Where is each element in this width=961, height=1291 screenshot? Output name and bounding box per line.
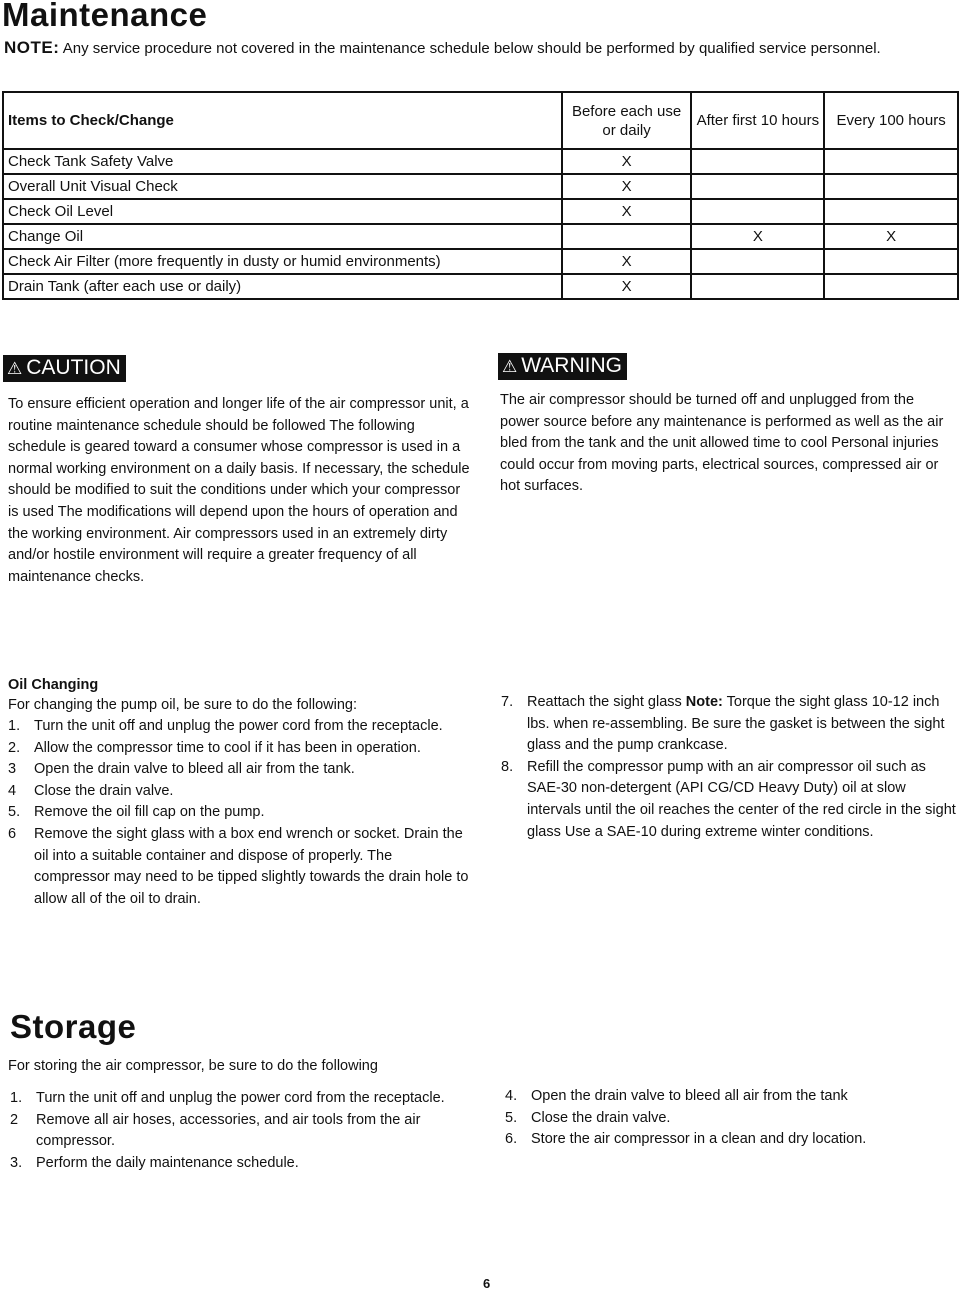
maintenance-title: Maintenance [2, 0, 208, 33]
row-first-10: X [691, 224, 824, 249]
row-every-100 [824, 199, 958, 224]
storage-title: Storage [10, 1008, 137, 1045]
note-text: Any service procedure not covered in the maintenance schedule below should be performed by qualified service personnel. [62, 40, 881, 57]
row-daily: X [562, 149, 692, 174]
row-item: Check Oil Level [3, 199, 562, 224]
table-row [3, 149, 958, 174]
row-first-10 [691, 149, 824, 174]
table-row [3, 224, 958, 249]
step7-note-label: Note: [685, 694, 723, 710]
list-item: 4. Open the drain valve to bleed all air from the tank [505, 1088, 848, 1104]
row-daily: X [562, 199, 692, 224]
row-daily: X [562, 249, 692, 274]
maintenance-note [4, 38, 959, 58]
row-first-10 [691, 199, 824, 224]
list-item: 7. Reattach the sight glass Note: Torque the sight glass 10-12 inch lbs. when re-assembling. Be sure the gasket is between the sight glass and the pump crankcase. [501, 694, 945, 754]
list-item: 3. Perform the daily maintenance schedule. [10, 1154, 299, 1171]
list-item: 5. Close the drain valve. [505, 1109, 671, 1126]
row-daily [562, 224, 692, 249]
row-daily: X [562, 274, 692, 299]
warning-badge [498, 353, 627, 380]
header-every-100: Every 100 hours [824, 92, 958, 149]
list-item: 4 Close the drain valve. [8, 782, 174, 799]
oil-changing-intro: For changing the pump oil, be sure to do the following: [8, 697, 358, 713]
storage-intro: For storing the air compressor, be sure to do the following [8, 1058, 378, 1074]
list-item: 6 Remove the sight glass with a box end wrench or socket. Drain the oil into a suitable container and dispose of properly. The compressor may need to be tipped slightly towards the drain hole to allow all of the oil to drain. [8, 825, 469, 907]
caution-badge [3, 355, 126, 382]
row-item: Check Air Filter (more frequently in dusty or humid environments) [3, 249, 562, 274]
row-item: Check Tank Safety Valve [3, 149, 562, 174]
table-header-row [3, 92, 958, 149]
row-every-100 [824, 249, 958, 274]
storage-steps-left [10, 1088, 472, 1174]
warning-text: The air compressor should be turned off and unplugged from the power source before any maintenance is performed as well as the air bled from the tank and the unit allowed time to cool Personal injuries could occur from moving parts, electrical sources, compressed air or hot surfaces. [500, 392, 944, 495]
oil-changing-heading: Oil Changing [8, 677, 99, 693]
table-row [3, 249, 958, 274]
warning-label: WARNING [521, 354, 622, 377]
warning-triangle-icon: ⚠ [7, 359, 23, 378]
row-daily: X [562, 174, 692, 199]
row-every-100 [824, 274, 958, 299]
row-item: Overall Unit Visual Check [3, 174, 562, 199]
caution-text: To ensure efficient operation and longer life of the air compressor unit, a routine maintenance schedule should be followed The following schedule is geared toward a consumer whose compressor is used in a normal working environment on a daily basis. If necessary, the schedule should be modified to suit the conditions under which your compressor is used The modifications will depend upon the hours of operation and the working environment. Air compressors used in an extremely dirty and/or hostile environment will require a greater frequency of all maintenance checks. [8, 396, 470, 585]
header-first-10: After first 10 hours [691, 92, 824, 149]
row-item: Change Oil [3, 224, 562, 249]
list-item: 2 Remove all air hoses, accessories, and air tools from the air compressor. [10, 1111, 421, 1150]
caution-label: CAUTION [26, 356, 121, 379]
header-daily: Before each use or daily [562, 92, 692, 149]
row-every-100: X [824, 224, 958, 249]
table-row [3, 274, 958, 299]
oil-steps-right [501, 692, 959, 843]
row-item: Drain Tank (after each use or daily) [3, 274, 562, 299]
header-items: Items to Check/Change [3, 92, 562, 149]
list-item: 1. Turn the unit off and unplug the power cord from the receptacle. [8, 718, 443, 734]
row-first-10 [691, 274, 824, 299]
table-row [3, 174, 958, 199]
row-first-10 [691, 174, 824, 199]
page-number: 6 [483, 1276, 491, 1291]
warning-triangle-icon: ⚠ [502, 357, 518, 376]
list-item: 3 Open the drain valve to bleed all air from the tank. [8, 761, 355, 778]
table-row [3, 199, 958, 224]
list-item: 2. Allow the compressor time to cool if it has been in operation. [8, 739, 421, 756]
oil-steps-left [8, 716, 470, 910]
row-every-100 [824, 149, 958, 174]
row-first-10 [691, 249, 824, 274]
maintenance-schedule-table [2, 91, 959, 300]
list-item: 6. Store the air compressor in a clean and dry location. [505, 1131, 867, 1148]
storage-steps-right [505, 1086, 959, 1151]
note-label: NOTE: [4, 38, 60, 57]
list-item: 8. Refill the compressor pump with an air compressor oil such as SAE-30 non-detergent (API CG/CD Heavy Duty) oil at slow intervals until the oil reaches the center of the red circle in the sight glass Use a SAE-10 during extreme winter conditions. [501, 758, 956, 840]
list-item: 5. Remove the oil fill cap on the pump. [8, 804, 265, 821]
row-every-100 [824, 174, 958, 199]
list-item: 1. Turn the unit off and unplug the power cord from the receptacle. [10, 1090, 445, 1106]
